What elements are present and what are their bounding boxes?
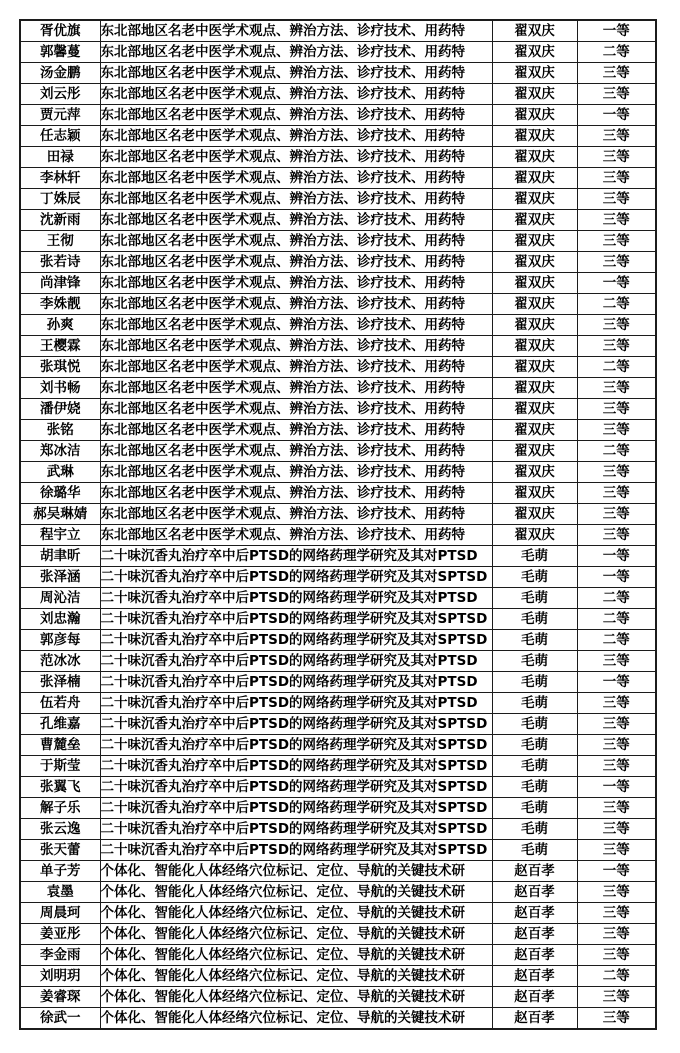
advisor-name-cell: 赵百孝 [492,966,577,987]
award-level-cell: 一等 [577,777,656,798]
project-title-cell: 个体化、智能化人体经络穴位标记、定位、导航的关键技术研 [100,966,492,987]
advisor-name-cell: 翟双庆 [492,105,577,126]
award-level-cell: 三等 [577,399,656,420]
advisor-name-cell: 翟双庆 [492,168,577,189]
award-level-cell: 三等 [577,126,656,147]
project-title-cell: 个体化、智能化人体经络穴位标记、定位、导航的关键技术研 [100,903,492,924]
project-title-cell: 二十味沉香丸治疗卒中后PTSD的网络药理学研究及其对SPTSD [100,756,492,777]
table-row [20,336,656,357]
student-name-cell: 潘伊娆 [20,399,100,420]
award-level-cell: 二等 [577,42,656,63]
advisor-name-cell: 毛萌 [492,588,577,609]
table-row [20,441,656,462]
project-title-cell: 二十味沉香丸治疗卒中后PTSD的网络药理学研究及其对PTSD [100,672,492,693]
project-title-cell: 东北部地区名老中医学术观点、辨治方法、诊疗技术、用药特 [100,315,492,336]
advisor-name-cell: 毛萌 [492,798,577,819]
project-title-cell: 东北部地区名老中医学术观点、辨治方法、诊疗技术、用药特 [100,252,492,273]
award-level-cell: 三等 [577,756,656,777]
advisor-name-cell: 翟双庆 [492,525,577,546]
award-level-cell: 一等 [577,20,656,42]
award-level-cell: 三等 [577,252,656,273]
project-title-cell: 二十味沉香丸治疗卒中后PTSD的网络药理学研究及其对SPTSD [100,630,492,651]
advisor-name-cell: 翟双庆 [492,504,577,525]
project-title-cell: 二十味沉香丸治疗卒中后PTSD的网络药理学研究及其对SPTSD [100,819,492,840]
table-row [20,861,656,882]
advisor-name-cell: 翟双庆 [492,273,577,294]
table-row [20,903,656,924]
student-name-cell: 张翼飞 [20,777,100,798]
awards-table-body [20,20,656,1029]
student-name-cell: 贾元萍 [20,105,100,126]
award-level-cell: 三等 [577,840,656,861]
project-title-cell: 东北部地区名老中医学术观点、辨治方法、诊疗技术、用药特 [100,84,492,105]
award-level-cell: 三等 [577,63,656,84]
table-row [20,609,656,630]
advisor-name-cell: 翟双庆 [492,336,577,357]
student-name-cell: 王樱霖 [20,336,100,357]
project-title-cell: 个体化、智能化人体经络穴位标记、定位、导航的关键技术研 [100,882,492,903]
project-title-cell: 二十味沉香丸治疗卒中后PTSD的网络药理学研究及其对SPTSD [100,567,492,588]
project-title-cell: 东北部地区名老中医学术观点、辨治方法、诊疗技术、用药特 [100,126,492,147]
student-name-cell: 范冰冰 [20,651,100,672]
award-level-cell: 一等 [577,567,656,588]
project-title-cell: 个体化、智能化人体经络穴位标记、定位、导航的关键技术研 [100,987,492,1008]
advisor-name-cell: 毛萌 [492,546,577,567]
project-title-cell: 东北部地区名老中医学术观点、辨治方法、诊疗技术、用药特 [100,336,492,357]
advisor-name-cell: 毛萌 [492,714,577,735]
student-name-cell: 于斯莹 [20,756,100,777]
award-level-cell: 三等 [577,336,656,357]
student-name-cell: 张若诗 [20,252,100,273]
advisor-name-cell: 毛萌 [492,693,577,714]
project-title-cell: 东北部地区名老中医学术观点、辨治方法、诊疗技术、用药特 [100,441,492,462]
award-level-cell: 三等 [577,378,656,399]
advisor-name-cell: 毛萌 [492,672,577,693]
student-name-cell: 徐武一 [20,1008,100,1030]
project-title-cell: 东北部地区名老中医学术观点、辨治方法、诊疗技术、用药特 [100,378,492,399]
student-name-cell: 袁墨 [20,882,100,903]
project-title-cell: 二十味沉香丸治疗卒中后PTSD的网络药理学研究及其对SPTSD [100,840,492,861]
award-level-cell: 三等 [577,504,656,525]
student-name-cell: 孔维嘉 [20,714,100,735]
award-level-cell: 三等 [577,651,656,672]
award-level-cell: 三等 [577,945,656,966]
project-title-cell: 东北部地区名老中医学术观点、辨治方法、诊疗技术、用药特 [100,399,492,420]
award-level-cell: 三等 [577,189,656,210]
advisor-name-cell: 赵百孝 [492,882,577,903]
table-row [20,651,656,672]
table-row [20,1008,656,1030]
award-level-cell: 二等 [577,441,656,462]
student-name-cell: 刘云彤 [20,84,100,105]
award-level-cell: 三等 [577,693,656,714]
advisor-name-cell: 翟双庆 [492,483,577,504]
advisor-name-cell: 翟双庆 [492,63,577,84]
student-name-cell: 汤金鹏 [20,63,100,84]
project-title-cell: 东北部地区名老中医学术观点、辨治方法、诊疗技术、用药特 [100,147,492,168]
student-name-cell: 胥优旗 [20,20,100,42]
table-row [20,462,656,483]
table-row [20,189,656,210]
project-title-cell: 东北部地区名老中医学术观点、辨治方法、诊疗技术、用药特 [100,189,492,210]
project-title-cell: 东北部地区名老中医学术观点、辨治方法、诊疗技术、用药特 [100,462,492,483]
table-row [20,420,656,441]
project-title-cell: 东北部地区名老中医学术观点、辨治方法、诊疗技术、用药特 [100,231,492,252]
advisor-name-cell: 翟双庆 [492,357,577,378]
award-level-cell: 一等 [577,546,656,567]
table-row [20,798,656,819]
table-row [20,630,656,651]
student-name-cell: 李金雨 [20,945,100,966]
table-row [20,42,656,63]
advisor-name-cell: 毛萌 [492,630,577,651]
student-name-cell: 田禄 [20,147,100,168]
student-name-cell: 姜睿琛 [20,987,100,1008]
advisor-name-cell: 赵百孝 [492,1008,577,1030]
project-title-cell: 东北部地区名老中医学术观点、辨治方法、诊疗技术、用药特 [100,63,492,84]
table-row [20,714,656,735]
project-title-cell: 个体化、智能化人体经络穴位标记、定位、导航的关键技术研 [100,861,492,882]
table-row [20,294,656,315]
award-level-cell: 三等 [577,147,656,168]
student-name-cell: 张泽楠 [20,672,100,693]
table-row [20,987,656,1008]
project-title-cell: 东北部地区名老中医学术观点、辨治方法、诊疗技术、用药特 [100,20,492,42]
advisor-name-cell: 翟双庆 [492,252,577,273]
table-row [20,483,656,504]
table-row [20,525,656,546]
student-name-cell: 李姝靓 [20,294,100,315]
project-title-cell: 东北部地区名老中医学术观点、辨治方法、诊疗技术、用药特 [100,420,492,441]
student-name-cell: 程宇立 [20,525,100,546]
advisor-name-cell: 翟双庆 [492,378,577,399]
table-row [20,693,656,714]
student-name-cell: 张天蕾 [20,840,100,861]
award-level-cell: 二等 [577,630,656,651]
award-level-cell: 二等 [577,357,656,378]
student-name-cell: 周沁洁 [20,588,100,609]
table-row [20,567,656,588]
table-row [20,378,656,399]
student-name-cell: 尚津锋 [20,273,100,294]
advisor-name-cell: 翟双庆 [492,42,577,63]
table-row [20,126,656,147]
award-level-cell: 三等 [577,231,656,252]
student-name-cell: 刘书畅 [20,378,100,399]
award-level-cell: 三等 [577,882,656,903]
award-level-cell: 二等 [577,966,656,987]
student-name-cell: 解子乐 [20,798,100,819]
project-title-cell: 东北部地区名老中医学术观点、辨治方法、诊疗技术、用药特 [100,294,492,315]
student-name-cell: 王彻 [20,231,100,252]
advisor-name-cell: 翟双庆 [492,147,577,168]
table-row [20,315,656,336]
table-row [20,20,656,42]
project-title-cell: 东北部地区名老中医学术观点、辨治方法、诊疗技术、用药特 [100,357,492,378]
project-title-cell: 东北部地区名老中医学术观点、辨治方法、诊疗技术、用药特 [100,105,492,126]
award-level-cell: 一等 [577,672,656,693]
table-row [20,210,656,231]
project-title-cell: 东北部地区名老中医学术观点、辨治方法、诊疗技术、用药特 [100,42,492,63]
project-title-cell: 东北部地区名老中医学术观点、辨治方法、诊疗技术、用药特 [100,525,492,546]
project-title-cell: 二十味沉香丸治疗卒中后PTSD的网络药理学研究及其对SPTSD [100,777,492,798]
project-title-cell: 东北部地区名老中医学术观点、辨治方法、诊疗技术、用药特 [100,483,492,504]
advisor-name-cell: 翟双庆 [492,399,577,420]
student-name-cell: 郭彦每 [20,630,100,651]
project-title-cell: 个体化、智能化人体经络穴位标记、定位、导航的关键技术研 [100,924,492,945]
student-name-cell: 孙爽 [20,315,100,336]
advisor-name-cell: 赵百孝 [492,924,577,945]
project-title-cell: 二十味沉香丸治疗卒中后PTSD的网络药理学研究及其对SPTSD [100,798,492,819]
project-title-cell: 个体化、智能化人体经络穴位标记、定位、导航的关键技术研 [100,1008,492,1030]
award-level-cell: 一等 [577,861,656,882]
table-row [20,777,656,798]
advisor-name-cell: 毛萌 [492,777,577,798]
table-row [20,735,656,756]
advisor-name-cell: 翟双庆 [492,294,577,315]
award-level-cell: 三等 [577,819,656,840]
advisor-name-cell: 翟双庆 [492,189,577,210]
project-title-cell: 二十味沉香丸治疗卒中后PTSD的网络药理学研究及其对SPTSD [100,735,492,756]
table-row [20,819,656,840]
project-title-cell: 东北部地区名老中医学术观点、辨治方法、诊疗技术、用药特 [100,210,492,231]
advisor-name-cell: 赵百孝 [492,945,577,966]
project-title-cell: 二十味沉香丸治疗卒中后PTSD的网络药理学研究及其对SPTSD [100,714,492,735]
award-level-cell: 三等 [577,315,656,336]
award-level-cell: 三等 [577,483,656,504]
advisor-name-cell: 毛萌 [492,651,577,672]
advisor-name-cell: 毛萌 [492,609,577,630]
student-name-cell: 单子芳 [20,861,100,882]
advisor-name-cell: 赵百孝 [492,987,577,1008]
project-title-cell: 东北部地区名老中医学术观点、辨治方法、诊疗技术、用药特 [100,504,492,525]
table-row [20,882,656,903]
award-level-cell: 二等 [577,609,656,630]
advisor-name-cell: 毛萌 [492,756,577,777]
student-name-cell: 郝吴琳婧 [20,504,100,525]
table-row [20,672,656,693]
award-level-cell: 三等 [577,525,656,546]
advisor-name-cell: 翟双庆 [492,441,577,462]
award-level-cell: 三等 [577,210,656,231]
student-name-cell: 张琪悦 [20,357,100,378]
project-title-cell: 东北部地区名老中医学术观点、辨治方法、诊疗技术、用药特 [100,273,492,294]
table-row [20,399,656,420]
advisor-name-cell: 翟双庆 [492,462,577,483]
award-level-cell: 三等 [577,924,656,945]
advisor-name-cell: 翟双庆 [492,84,577,105]
advisor-name-cell: 赵百孝 [492,861,577,882]
table-row [20,357,656,378]
table-row [20,546,656,567]
advisor-name-cell: 毛萌 [492,567,577,588]
advisor-name-cell: 翟双庆 [492,315,577,336]
student-name-cell: 张铭 [20,420,100,441]
advisor-name-cell: 毛萌 [492,819,577,840]
student-name-cell: 李林轩 [20,168,100,189]
student-name-cell: 周晨珂 [20,903,100,924]
student-name-cell: 任志颖 [20,126,100,147]
student-name-cell: 张泽涵 [20,567,100,588]
award-level-cell: 三等 [577,798,656,819]
table-row [20,588,656,609]
advisor-name-cell: 翟双庆 [492,20,577,42]
student-name-cell: 刘忠瀚 [20,609,100,630]
project-title-cell: 二十味沉香丸治疗卒中后PTSD的网络药理学研究及其对SPTSD [100,609,492,630]
advisor-name-cell: 毛萌 [492,840,577,861]
table-row [20,966,656,987]
table-row [20,840,656,861]
award-level-cell: 一等 [577,273,656,294]
table-row [20,945,656,966]
advisor-name-cell: 翟双庆 [492,126,577,147]
award-level-cell: 三等 [577,1008,656,1030]
table-row [20,924,656,945]
award-level-cell: 一等 [577,105,656,126]
award-level-cell: 二等 [577,588,656,609]
student-name-cell: 郭馨蔓 [20,42,100,63]
project-title-cell: 二十味沉香丸治疗卒中后PTSD的网络药理学研究及其对PTSD [100,546,492,567]
student-name-cell: 姜亚彤 [20,924,100,945]
table-row [20,84,656,105]
student-name-cell: 郑冰洁 [20,441,100,462]
advisor-name-cell: 翟双庆 [492,420,577,441]
award-level-cell: 三等 [577,168,656,189]
student-name-cell: 徐璐华 [20,483,100,504]
student-name-cell: 胡聿昕 [20,546,100,567]
awards-table [19,19,657,1030]
project-title-cell: 个体化、智能化人体经络穴位标记、定位、导航的关键技术研 [100,945,492,966]
student-name-cell: 丁姝辰 [20,189,100,210]
table-row [20,105,656,126]
table-row [20,756,656,777]
award-level-cell: 二等 [577,294,656,315]
table-row [20,252,656,273]
project-title-cell: 二十味沉香丸治疗卒中后PTSD的网络药理学研究及其对PTSD [100,588,492,609]
table-row [20,63,656,84]
award-level-cell: 三等 [577,987,656,1008]
project-title-cell: 二十味沉香丸治疗卒中后PTSD的网络药理学研究及其对PTSD [100,651,492,672]
student-name-cell: 曹麓垒 [20,735,100,756]
advisor-name-cell: 翟双庆 [492,231,577,252]
project-title-cell: 二十味沉香丸治疗卒中后PTSD的网络药理学研究及其对PTSD [100,693,492,714]
student-name-cell: 伍若舟 [20,693,100,714]
table-row [20,147,656,168]
award-level-cell: 三等 [577,735,656,756]
advisor-name-cell: 翟双庆 [492,210,577,231]
advisor-name-cell: 赵百孝 [492,903,577,924]
table-row [20,273,656,294]
table-row [20,504,656,525]
award-level-cell: 三等 [577,84,656,105]
student-name-cell: 刘明玥 [20,966,100,987]
advisor-name-cell: 毛萌 [492,735,577,756]
table-row [20,231,656,252]
award-level-cell: 三等 [577,420,656,441]
table-row [20,168,656,189]
project-title-cell: 东北部地区名老中医学术观点、辨治方法、诊疗技术、用药特 [100,168,492,189]
award-level-cell: 三等 [577,462,656,483]
award-level-cell: 三等 [577,903,656,924]
student-name-cell: 武琳 [20,462,100,483]
student-name-cell: 张云逸 [20,819,100,840]
award-level-cell: 三等 [577,714,656,735]
student-name-cell: 沈新雨 [20,210,100,231]
